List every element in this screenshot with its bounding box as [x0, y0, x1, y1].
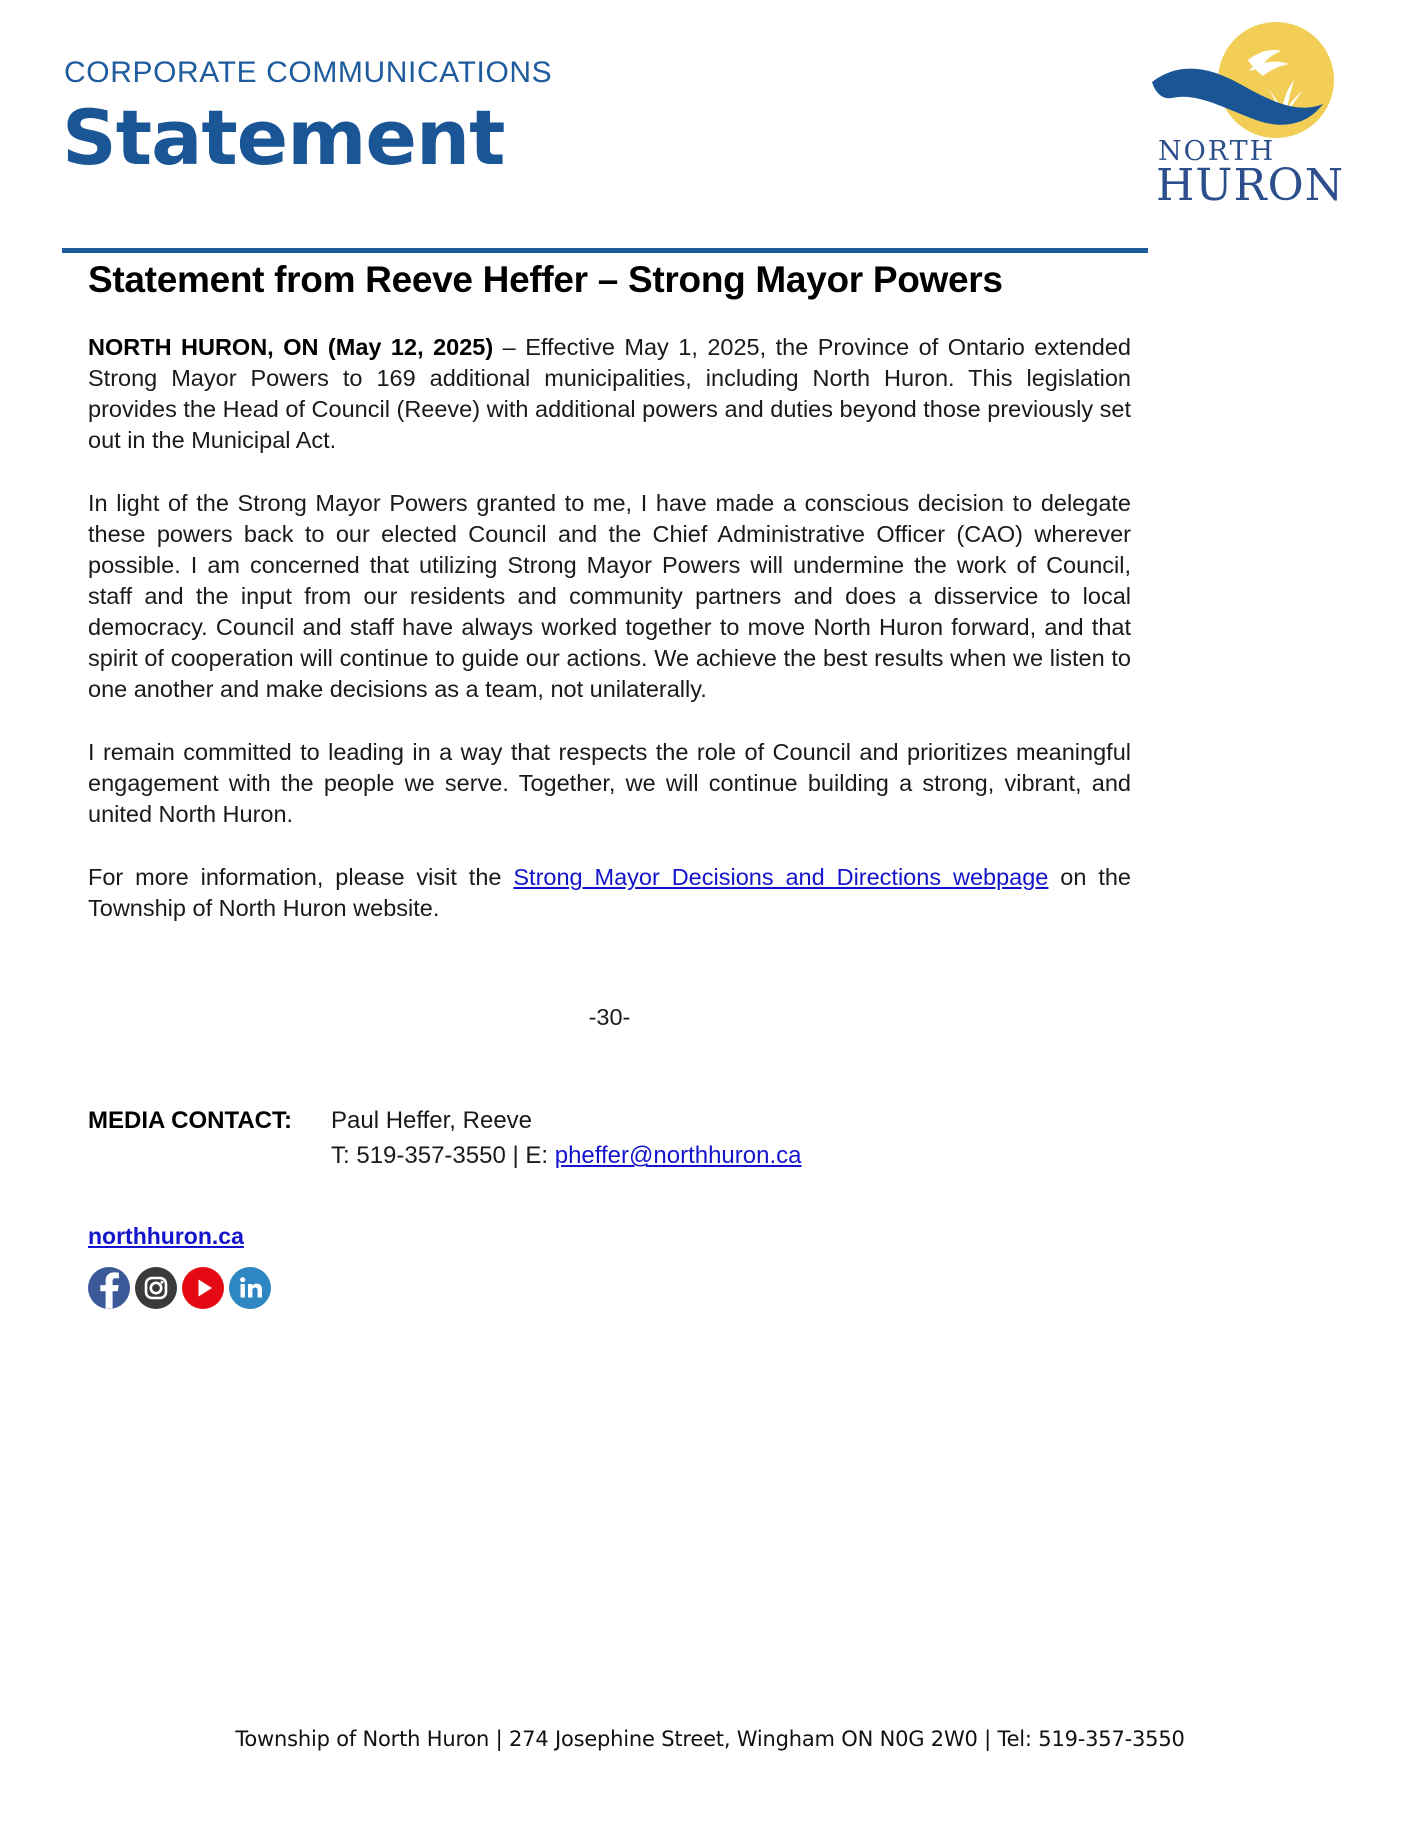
phone-prefix: T:	[331, 1142, 357, 1170]
paragraph-3: I remain committed to leading in a way that respects the role of Council and prioritizes meaningful engagement with the people we serve. Together, we will continue building a strong, vibrant, and united North Huron.	[88, 739, 1131, 828]
link-paragraph-before: For more information, please visit the	[88, 864, 514, 891]
instagram-glyph	[135, 1267, 177, 1309]
header-kicker: CORPORATE COMMUNICATIONS	[64, 56, 553, 89]
linkedin-icon[interactable]	[229, 1267, 271, 1309]
logo-line1: NORTH	[1158, 136, 1276, 167]
paragraph-4	[88, 862, 1131, 924]
instagram-icon[interactable]	[135, 1267, 177, 1309]
header-title: Statement	[62, 93, 505, 182]
media-contact-name: Paul Heffer, Reeve	[331, 1107, 533, 1135]
paragraph-1-text: – Effective May 1, 2025, the Province of Ontario extended Strong Mayor Powers to 169 additional municipalities, including North Huron. This legislation provides the Head of Council (Reeve) with additional powers and duties beyond those previously set out in the Municipal Act.	[88, 334, 1131, 454]
media-contact-email-link[interactable]: pheffer@northhuron.ca	[554, 1142, 802, 1170]
email-prefix: E:	[525, 1142, 555, 1170]
media-contact-label: MEDIA CONTACT:	[88, 1107, 292, 1135]
social-links	[88, 1267, 1131, 1309]
link-paragraph-after: on the Township of North Huron website.	[88, 864, 1131, 922]
media-contact-details	[331, 1105, 801, 1171]
facebook-icon[interactable]	[88, 1267, 130, 1309]
header-divider	[62, 248, 1148, 253]
website-link-row	[88, 1223, 1131, 1250]
media-contact-phone: 519-357-3550	[356, 1142, 506, 1170]
strong-mayor-webpage-link[interactable]: Strong Mayor Decisions and Directions webpage	[513, 864, 1049, 891]
north-huron-logo	[1148, 12, 1366, 204]
logo-graphic	[1148, 12, 1366, 204]
media-contact-phone-email	[331, 1140, 801, 1171]
document-body	[88, 258, 1131, 1309]
end-marker: -30-	[588, 1004, 631, 1031]
logo-line2: HURON	[1156, 160, 1345, 204]
page-footer: Township of North Huron | 274 Josephine Street, Wingham ON N0G 2W0 | Tel: 519-357-3550	[235, 1727, 1185, 1751]
facebook-glyph	[88, 1267, 130, 1309]
youtube-icon[interactable]	[182, 1267, 224, 1309]
page-header	[0, 0, 1420, 250]
page-title: Statement from Reeve Heffer – Strong Mayor Powers	[88, 259, 1003, 300]
paragraph-2: In light of the Strong Mayor Powers granted to me, I have made a conscious decision to delegate these powers back to our elected Council and the Chief Administrative Officer (CAO) wherever possible. I am concerned that utilizing Strong Mayor Powers will undermine the work of Council, staff and the input from our residents and community partners and does a disservice to local democracy. Council and staff have always worked together to move North Huron forward, and that spirit of cooperation will continue to guide our actions. We achieve the best results when we listen to one another and make decisions as a team, not unilaterally.	[88, 490, 1131, 703]
media-contact-block	[88, 1105, 1131, 1171]
website-link[interactable]: northhuron.ca	[88, 1223, 244, 1250]
dateline: NORTH HURON, ON (May 12, 2025)	[88, 334, 494, 361]
youtube-glyph	[182, 1267, 224, 1309]
paragraph-1	[88, 332, 1131, 456]
contact-separator: |	[505, 1142, 526, 1170]
linkedin-glyph	[229, 1267, 271, 1309]
